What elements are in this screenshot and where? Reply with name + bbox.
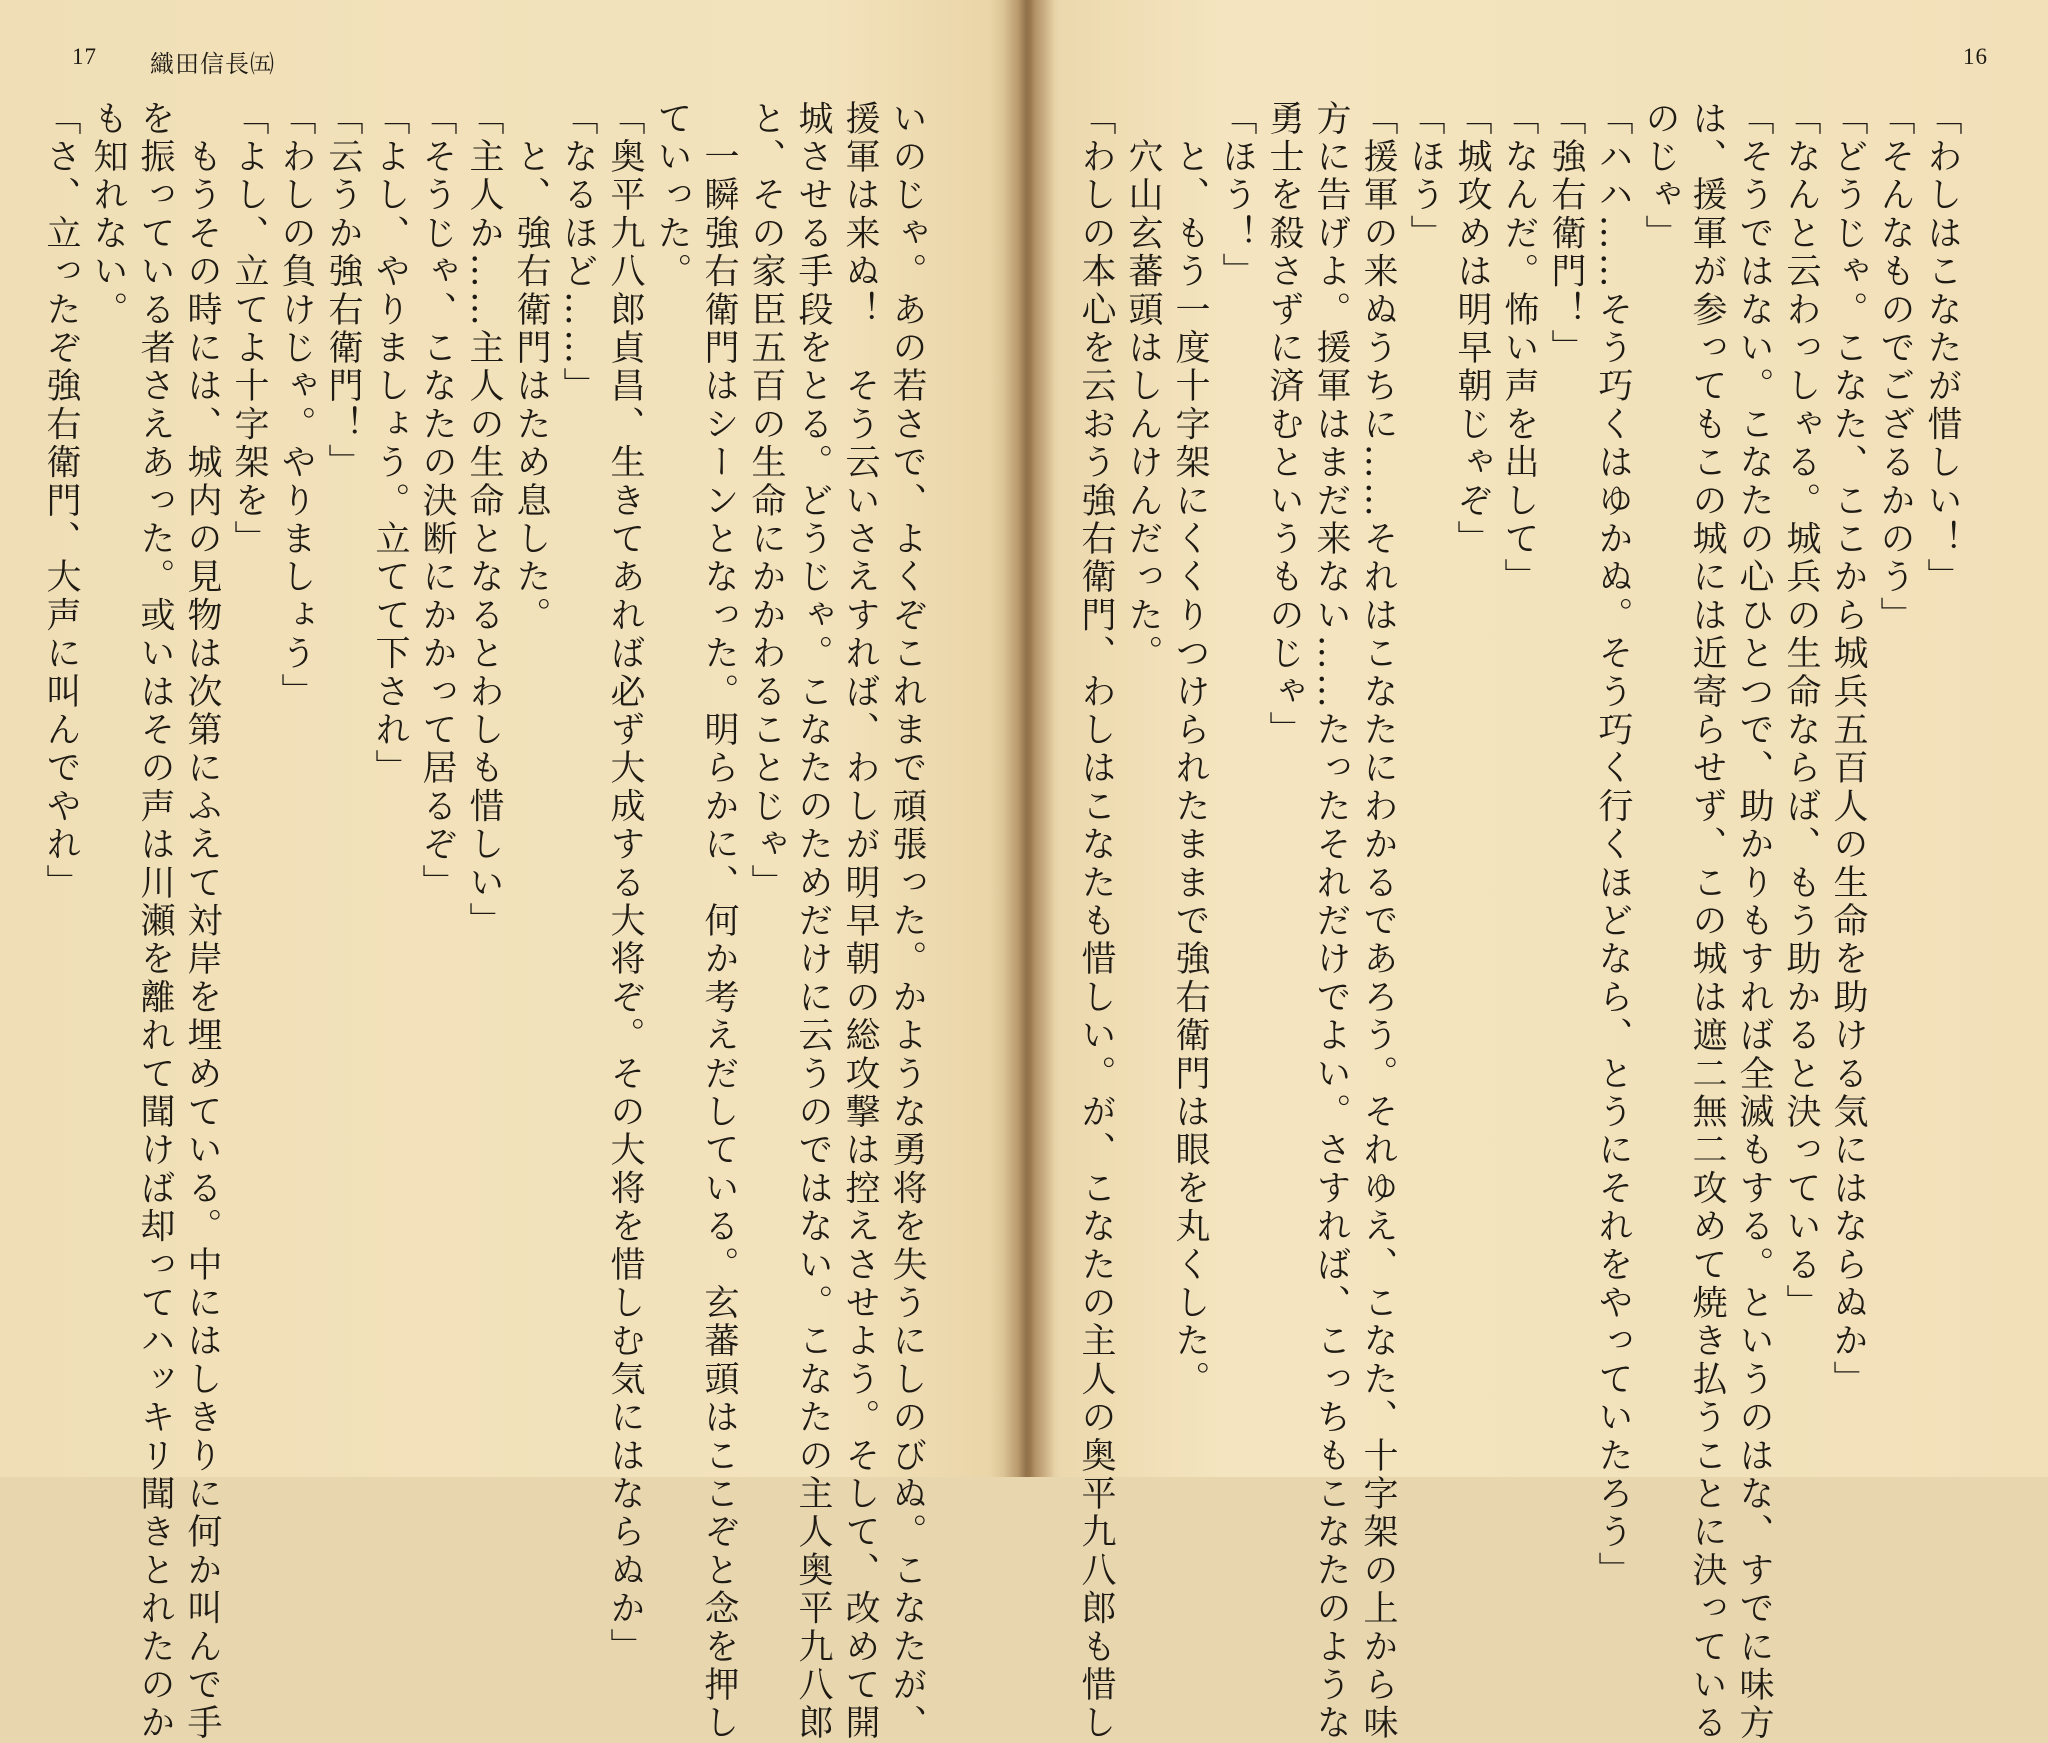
page-number-left: 17 bbox=[72, 44, 97, 69]
body-line: と、強右衛門はため息した。 bbox=[511, 100, 551, 635]
body-line: 「奥平九八郎貞昌、生きてあれば必ず大成する大将ぞ。その大将を惜しむ気にはならぬか」 bbox=[605, 100, 645, 1667]
body-line: 「わしの本心を云おう強右衛門、わしはこなたも惜しい。が、こなたの主人の奥平九八郎も惜し bbox=[1076, 100, 1116, 1743]
page-number-right: 16 bbox=[1963, 44, 1988, 69]
body-line: 「ほう！」 bbox=[1217, 100, 1257, 291]
body-line: 「わしはこなたが惜しい！」 bbox=[1922, 100, 1962, 597]
body-line: いのじゃ。あの若さで、よくぞこれまで頑張った。かような勇将を失うにしのびぬ。こなたが、 bbox=[887, 100, 927, 1743]
left-page-body-text bbox=[41, 100, 930, 1743]
body-line: も知れない。 bbox=[88, 100, 128, 330]
body-line: のじゃ」 bbox=[1640, 100, 1680, 253]
body-line: もうその時には、城内の見物は次第にふえて対岸を埋めている。中にはしきりに何か叫んで手 bbox=[182, 100, 222, 1743]
body-line: 「よし、立てよ十字架を」 bbox=[229, 100, 269, 559]
body-line: 「なるほど……」 bbox=[558, 100, 598, 406]
body-line: 援軍は来ぬ！ そう云いさえすれば、わしが明早朝の総攻撃は控えさせよう。そして、改めて開 bbox=[840, 100, 880, 1743]
body-line: 一瞬強右衛門はシーンとなった。明らかに、何か考えだしている。玄蕃頭はここぞと念を押し bbox=[699, 100, 739, 1743]
body-line: 「ハハ……そう巧くはゆかぬ。そう巧く行くほどなら、とうにそれをやっていたろう」 bbox=[1593, 100, 1633, 1590]
body-line: 勇士を殺さずに済むというものじゃ」 bbox=[1264, 100, 1304, 750]
body-line: 「なんだ。怖い声を出して」 bbox=[1499, 100, 1539, 597]
body-line: 「さ、立ったぞ強右衛門、大声に叫んでやれ」 bbox=[41, 100, 81, 903]
body-line: 「援軍の来ぬうちに……それはこなたにわかるであろう。それゆえ、こなた、十字架の上から味 bbox=[1358, 100, 1398, 1743]
body-line: 城させる手段をとる。どうじゃ。こなたのためだけに云うのではない。こなたの主人奥平九八郎 bbox=[793, 100, 833, 1743]
body-line: 「ほう」 bbox=[1405, 100, 1445, 253]
body-line: ていった。 bbox=[652, 100, 692, 291]
body-line: 「わしの負けじゃ。やりましょう」 bbox=[276, 100, 316, 712]
body-line: 「主人か……主人の生命となるとわしも惜しい」 bbox=[464, 100, 504, 941]
body-line: 「そんなものでござるかのう」 bbox=[1875, 100, 1915, 635]
body-line: 「城攻めは明早朝じゃぞ」 bbox=[1452, 100, 1492, 559]
body-line: 穴山玄蕃頭はしんけんだった。 bbox=[1123, 100, 1163, 673]
running-head: 織田信長㈤ bbox=[150, 50, 275, 78]
body-line: 「そうじゃ、こなたの決断にかかって居るぞ」 bbox=[417, 100, 457, 903]
body-line: 「どうじゃ。こなた、ここから城兵五百人の生命を助ける気にはならぬか」 bbox=[1828, 100, 1868, 1399]
body-line: 「云うか強右衛門！」 bbox=[323, 100, 363, 482]
body-line: と、その家臣五百の生命にかかわることじゃ」 bbox=[746, 100, 786, 903]
right-page-body-text bbox=[1076, 100, 1965, 1743]
body-line: は、援軍が参ってもこの城には近寄らせず、この城は遮二無二攻めて焼き払うことに決っている bbox=[1687, 100, 1727, 1743]
body-line: 「強右衛門！」 bbox=[1546, 100, 1586, 368]
body-line: 「よし、やりましょう。立てて下され」 bbox=[370, 100, 410, 788]
body-line: 方に告げよ。援軍はまだ来ない……たったそれだけでよい。さすれば、こっちもこなたのような bbox=[1311, 100, 1351, 1743]
body-line: 「なんと云わっしゃる。城兵の生命ならば、もう助かると決っている」 bbox=[1781, 100, 1821, 1323]
body-line: を振っている者さえあった。或いはその声は川瀬を離れて聞けば却ってハッキリ聞きとれたのか bbox=[135, 100, 175, 1743]
body-line: 「そうではない。こなたの心ひとつで、助かりもすれば全滅もする。というのはな、すでに味方 bbox=[1734, 100, 1774, 1743]
body-line: と、もう一度十字架にくくりつけられたままで強右衛門は眼を丸くした。 bbox=[1170, 100, 1210, 1399]
